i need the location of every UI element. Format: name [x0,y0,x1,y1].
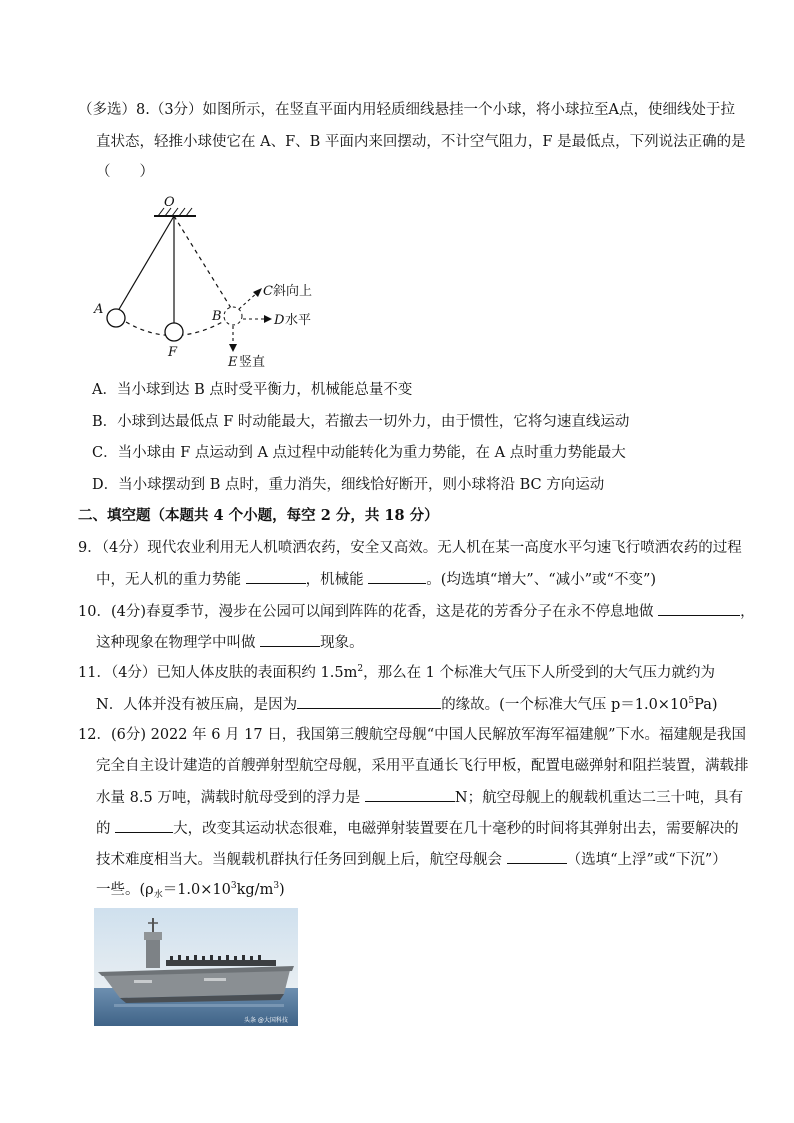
string-to-a [118,216,174,311]
label-d-text: 水平 [285,313,312,328]
q11-blank-1[interactable] [297,694,441,709]
q11-text-a: 11．（4分）已知人体皮肤的表面积约 1.5m [78,665,358,681]
q12-sup-3a: 3 [230,881,237,891]
q12-text-j: ) [279,882,285,898]
q11-line2 [96,694,718,715]
section-2-note: （本题共 4 个小题，每空 2 分，共 18 分） [150,507,439,524]
q10-line2 [96,632,364,653]
q10-text-a: 10．(4分)春夏季节，漫步在公园可以闻到阵阵的花香，这是花的芳香分子在永不停息地做 [78,604,654,620]
q10-blank-2[interactable] [260,632,320,647]
aircraft-carrier-photo [94,908,298,1026]
section-2-title: 二、填空题 [78,507,151,524]
label-a: A [94,302,104,317]
q10-blank-1[interactable] [658,601,740,616]
q8-option-c: C．当小球由 F 点运动到 A 点过程中动能转化为重力势能，在 A 点时重力势能最大 [92,445,626,461]
q8-option-b: B．小球到达最低点 F 时动能最大，若撤去一切外力，由于惯性，它将匀速直线运动 [92,414,630,430]
q9-blank-2[interactable] [368,569,426,584]
label-b: B [212,309,222,324]
q10-line1 [78,601,755,622]
q10-text-b: ， [740,604,755,620]
photo-caption: 头条 @大国科技 [244,1017,288,1024]
q12-text-i: kg/m [236,882,274,898]
q11-line1 [78,663,715,683]
q11-text-e: Pa) [694,697,718,713]
q12-sub-water: 水 [153,890,163,900]
q12-text-c: 的 [96,821,111,837]
arrow-d-icon [264,315,272,323]
q11-sup-5: 5 [688,696,695,706]
q12-line6 [96,880,285,900]
q12-line1: 12．(6分) 2022 年 6 月 17 日，我国第三艘航空母舰“中国人民解放军海军福建舰”下水。福建舰是我国 [78,727,747,743]
q12-text-g: 一些。(ρ [96,882,154,898]
q12-text-e: 技术难度相当大。当舰载机群执行任务回到舰上后，航空母舰会 [96,852,502,868]
section-2-header [78,506,439,526]
q12-blank-3[interactable] [507,849,567,864]
q11-sup-2: 2 [357,664,364,674]
q12-text-f: （选填“上浮”或“下沉”） [566,852,727,868]
q10-text-c: 这种现象在物理学中叫做 [96,635,256,651]
q12-text-d: 大，改变其运动状态很难，电磁弹射装置要在几十毫秒的时间将其弹射出去，需要解决的 [173,821,739,837]
q8-option-a: A．当小球到达 B 点时受平衡力，机械能总量不变 [92,382,413,398]
q12-text-a: 水量 8.5 万吨，满载时航母受到的浮力是 [96,790,361,806]
q8-answer-bracket: （ ） [96,164,154,180]
pendulum-diagram [92,192,332,372]
q12-text-h: ＝1.0×10 [162,882,231,898]
q9-text-a: 中，无人机的重力势能 [96,572,241,588]
q8-option-d: D．当小球摆动到 B 点时，重力消失，细线恰好断开，则小球将沿 BC 方向运动 [92,477,605,493]
q8-stem-line1: （多选）8.（3分）如图所示，在竖直平面内用轻质细线悬挂一个小球，将小球拉至A点，使细线处于拉 [78,102,736,118]
q9-line2 [96,569,656,590]
q12-line2: 完全自主设计建造的首艘弹射型航空母舰，采用平直通长飞行甲板，配置电磁弹射和阻拦装置，满载排 [96,758,749,774]
q11-text-b: ，那么在 1 个标准大气压下人所受到的大气压力就约为 [363,665,716,681]
ball-b [224,307,242,325]
ball-f [165,323,183,341]
label-e-text: 竖直 [239,355,266,370]
q9-line1: 9．（4分）现代农业利用无人机喷洒农药，安全又高效。无人机在某一高度水平匀速飞行喷洒农药的过程 [78,540,742,556]
q12-line5 [96,849,727,870]
q9-blank-1[interactable] [246,569,306,584]
q8-stem-line2: 直状态，轻推小球使它在 A、F、B 平面内来回摆动，不计空气阻力，F 是最低点，下列说法正确的是 [96,134,746,150]
label-o: O [164,195,175,210]
q11-text-c: N．人体并没有被压扁，是因为 [96,697,298,713]
ball-a [107,309,125,327]
label-f: F [168,345,178,360]
q12-text-b: N；航空母舰上的舰载机重达二三十吨，具有 [454,790,744,806]
string-to-b [174,216,231,308]
q9-text-c: 。(均选填“增大”、“减小”或“不变”) [426,572,657,588]
q12-line3 [96,787,743,808]
q12-blank-2[interactable] [115,818,173,833]
label-e: E [228,355,238,370]
label-c: C [263,284,273,299]
q12-line4 [96,818,739,839]
arrow-e-icon [229,344,237,352]
q12-blank-1[interactable] [365,787,455,802]
q10-text-d: 现象。 [320,635,364,651]
label-d: D [274,313,285,328]
q9-text-b: ，机械能 [305,572,364,588]
q11-text-d: 的缘故。(一个标准大气压 p＝1.0×10 [441,697,689,713]
label-c-text: 斜向上 [273,284,313,299]
q12-sup-3b: 3 [273,881,280,891]
